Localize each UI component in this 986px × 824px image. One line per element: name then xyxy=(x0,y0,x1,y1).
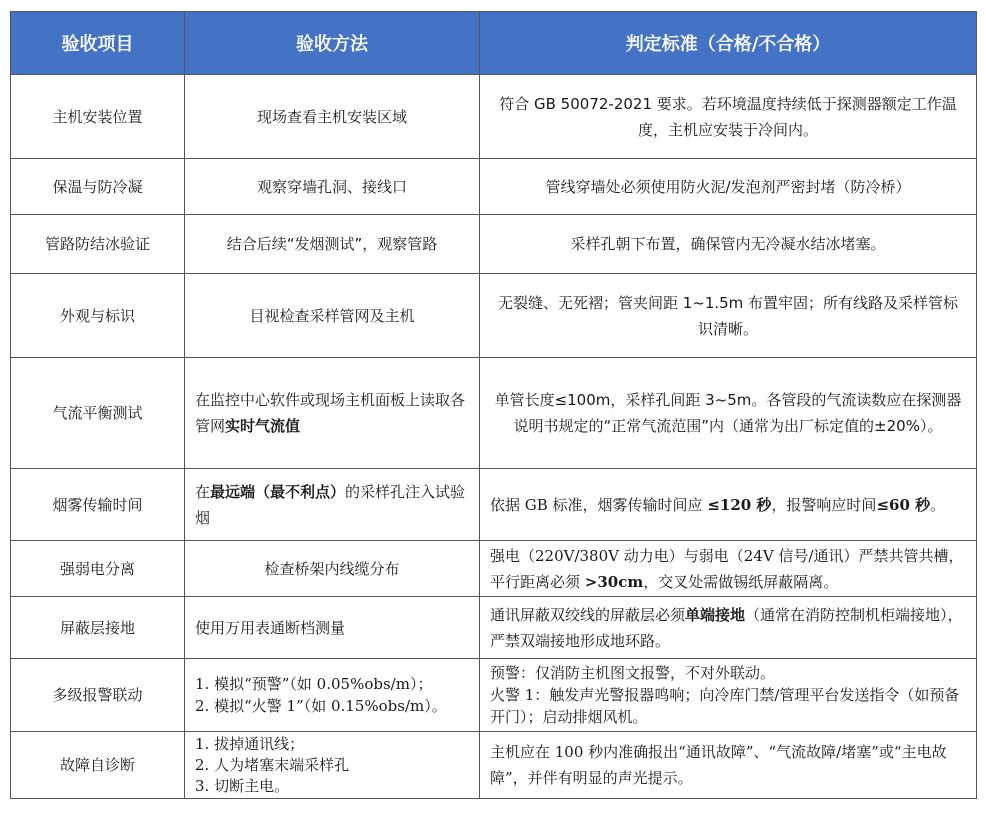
row-item: 气流平衡测试 xyxy=(11,358,185,469)
row-criteria: 管线穿墙处必须使用防火泥/发泡剂严密封堵（防冷桥） xyxy=(480,159,977,215)
criteria-line: 火警 1：触发声光警报器鸣响；向冷库门禁/管理平台发送指令（如预备开门）；启动排烟风机。 xyxy=(490,686,960,726)
row-criteria: 单管长度≤100m，采样孔间距 3~5m。各管段的气流读数应在探测器说明书规定的“正常气流范围”内（通常为出厂标定值的±20%）。 xyxy=(480,358,977,469)
row-method: 观察穿墙孔洞、接线口 xyxy=(185,159,480,215)
row-criteria xyxy=(480,469,977,541)
method-step: 1. 模拟“预警”（如 0.05%obs/m）； xyxy=(195,675,433,693)
row-item: 外观与标识 xyxy=(11,274,185,358)
method-step: 1. 拔掉通讯线； xyxy=(195,734,305,753)
row-item: 故障自诊断 xyxy=(11,732,185,799)
row-criteria: 符合 GB 50072-2021 要求。若环境温度持续低于探测器额定工作温度，主机应安装于冷间内。 xyxy=(480,75,977,159)
table-row xyxy=(11,732,977,799)
row-item: 烟雾传输时间 xyxy=(11,469,185,541)
table-row xyxy=(11,541,977,597)
row-criteria xyxy=(480,541,977,597)
row-method xyxy=(185,469,480,541)
row-method: 目视检查采样管网及主机 xyxy=(185,274,480,358)
table-row xyxy=(11,469,977,541)
criteria-emphasis: ≤120 秒 xyxy=(707,495,772,514)
method-text: 在 xyxy=(195,482,211,501)
table-row xyxy=(11,274,977,358)
row-method: 检查桥架内线缆分布 xyxy=(185,541,480,597)
criteria-text: 强电（220V/380V 动力电）与弱电（24V 信号/通讯）严禁共管共槽，平行距离必须 xyxy=(490,546,964,591)
row-item: 屏蔽层接地 xyxy=(11,597,185,659)
row-criteria: 无裂缝、无死褶；管夹间距 1~1.5m 布置牢固；所有线路及采样管标识清晰。 xyxy=(480,274,977,358)
table-row xyxy=(11,597,977,659)
table-row xyxy=(11,215,977,274)
criteria-text: 依据 GB 标准，烟雾传输时间应 xyxy=(490,495,708,514)
table-row xyxy=(11,159,977,215)
method-step: 3. 切断主电。 xyxy=(195,776,290,795)
method-text: 在监控中心软件或现场主机面板上读取各管网 xyxy=(195,391,466,435)
method-text: 的采样孔注入试验烟 xyxy=(195,482,466,527)
row-item: 管路防结冰验证 xyxy=(11,215,185,274)
row-criteria: 主机应在 100 秒内准确报出“通讯故障”、“气流故障/堵塞”或“主电故障”，并伴有明显的声光提示。 xyxy=(480,732,977,799)
row-criteria: 采样孔朝下布置，确保管内无冷凝水结冰堵塞。 xyxy=(480,215,977,274)
criteria-text: ，报警响应时间 xyxy=(771,495,877,514)
header-method: 验收方法 xyxy=(185,12,480,75)
row-item: 保温与防冷凝 xyxy=(11,159,185,215)
method-step: 2. 人为堵塞末端采样孔 xyxy=(195,755,350,774)
criteria-emphasis: ≤60 秒 xyxy=(876,495,931,514)
row-criteria xyxy=(480,659,977,732)
criteria-text: ，交叉处需做锡纸屏蔽隔离。 xyxy=(643,572,839,591)
row-method xyxy=(185,732,480,799)
table-row xyxy=(11,75,977,159)
row-criteria xyxy=(480,597,977,659)
criteria-line: 预警：仅消防主机图文报警，不对外联动。 xyxy=(490,664,776,682)
row-method: 结合后续“发烟测试”，观察管路 xyxy=(185,215,480,274)
criteria-text: 。 xyxy=(930,495,946,514)
row-method: 现场查看主机安装区域 xyxy=(185,75,480,159)
method-emphasis: 实时气流值 xyxy=(225,417,301,435)
row-item: 多级报警联动 xyxy=(11,659,185,732)
header-item: 验收项目 xyxy=(11,12,185,75)
acceptance-table xyxy=(10,11,977,799)
criteria-emphasis: 单端接地 xyxy=(685,605,746,624)
row-method xyxy=(185,358,480,469)
table-row xyxy=(11,659,977,732)
method-emphasis: 最远端（最不利点） xyxy=(210,482,346,501)
table-row xyxy=(11,358,977,469)
criteria-emphasis: >30cm xyxy=(584,572,644,591)
header-row xyxy=(11,12,977,75)
header-criteria: 判定标准（合格/不合格） xyxy=(480,12,977,75)
row-item: 主机安装位置 xyxy=(11,75,185,159)
row-item: 强弱电分离 xyxy=(11,541,185,597)
criteria-text: （通常在消防控制机柜端接地），严禁双端接地形成地环路。 xyxy=(490,605,963,650)
criteria-text: 通讯屏蔽双绞线的屏蔽层必须 xyxy=(490,605,686,624)
row-method xyxy=(185,659,480,732)
row-method: 使用万用表通断档测量 xyxy=(185,597,480,659)
method-step: 2. 模拟“火警 1”（如 0.15%obs/m）。 xyxy=(195,697,447,715)
